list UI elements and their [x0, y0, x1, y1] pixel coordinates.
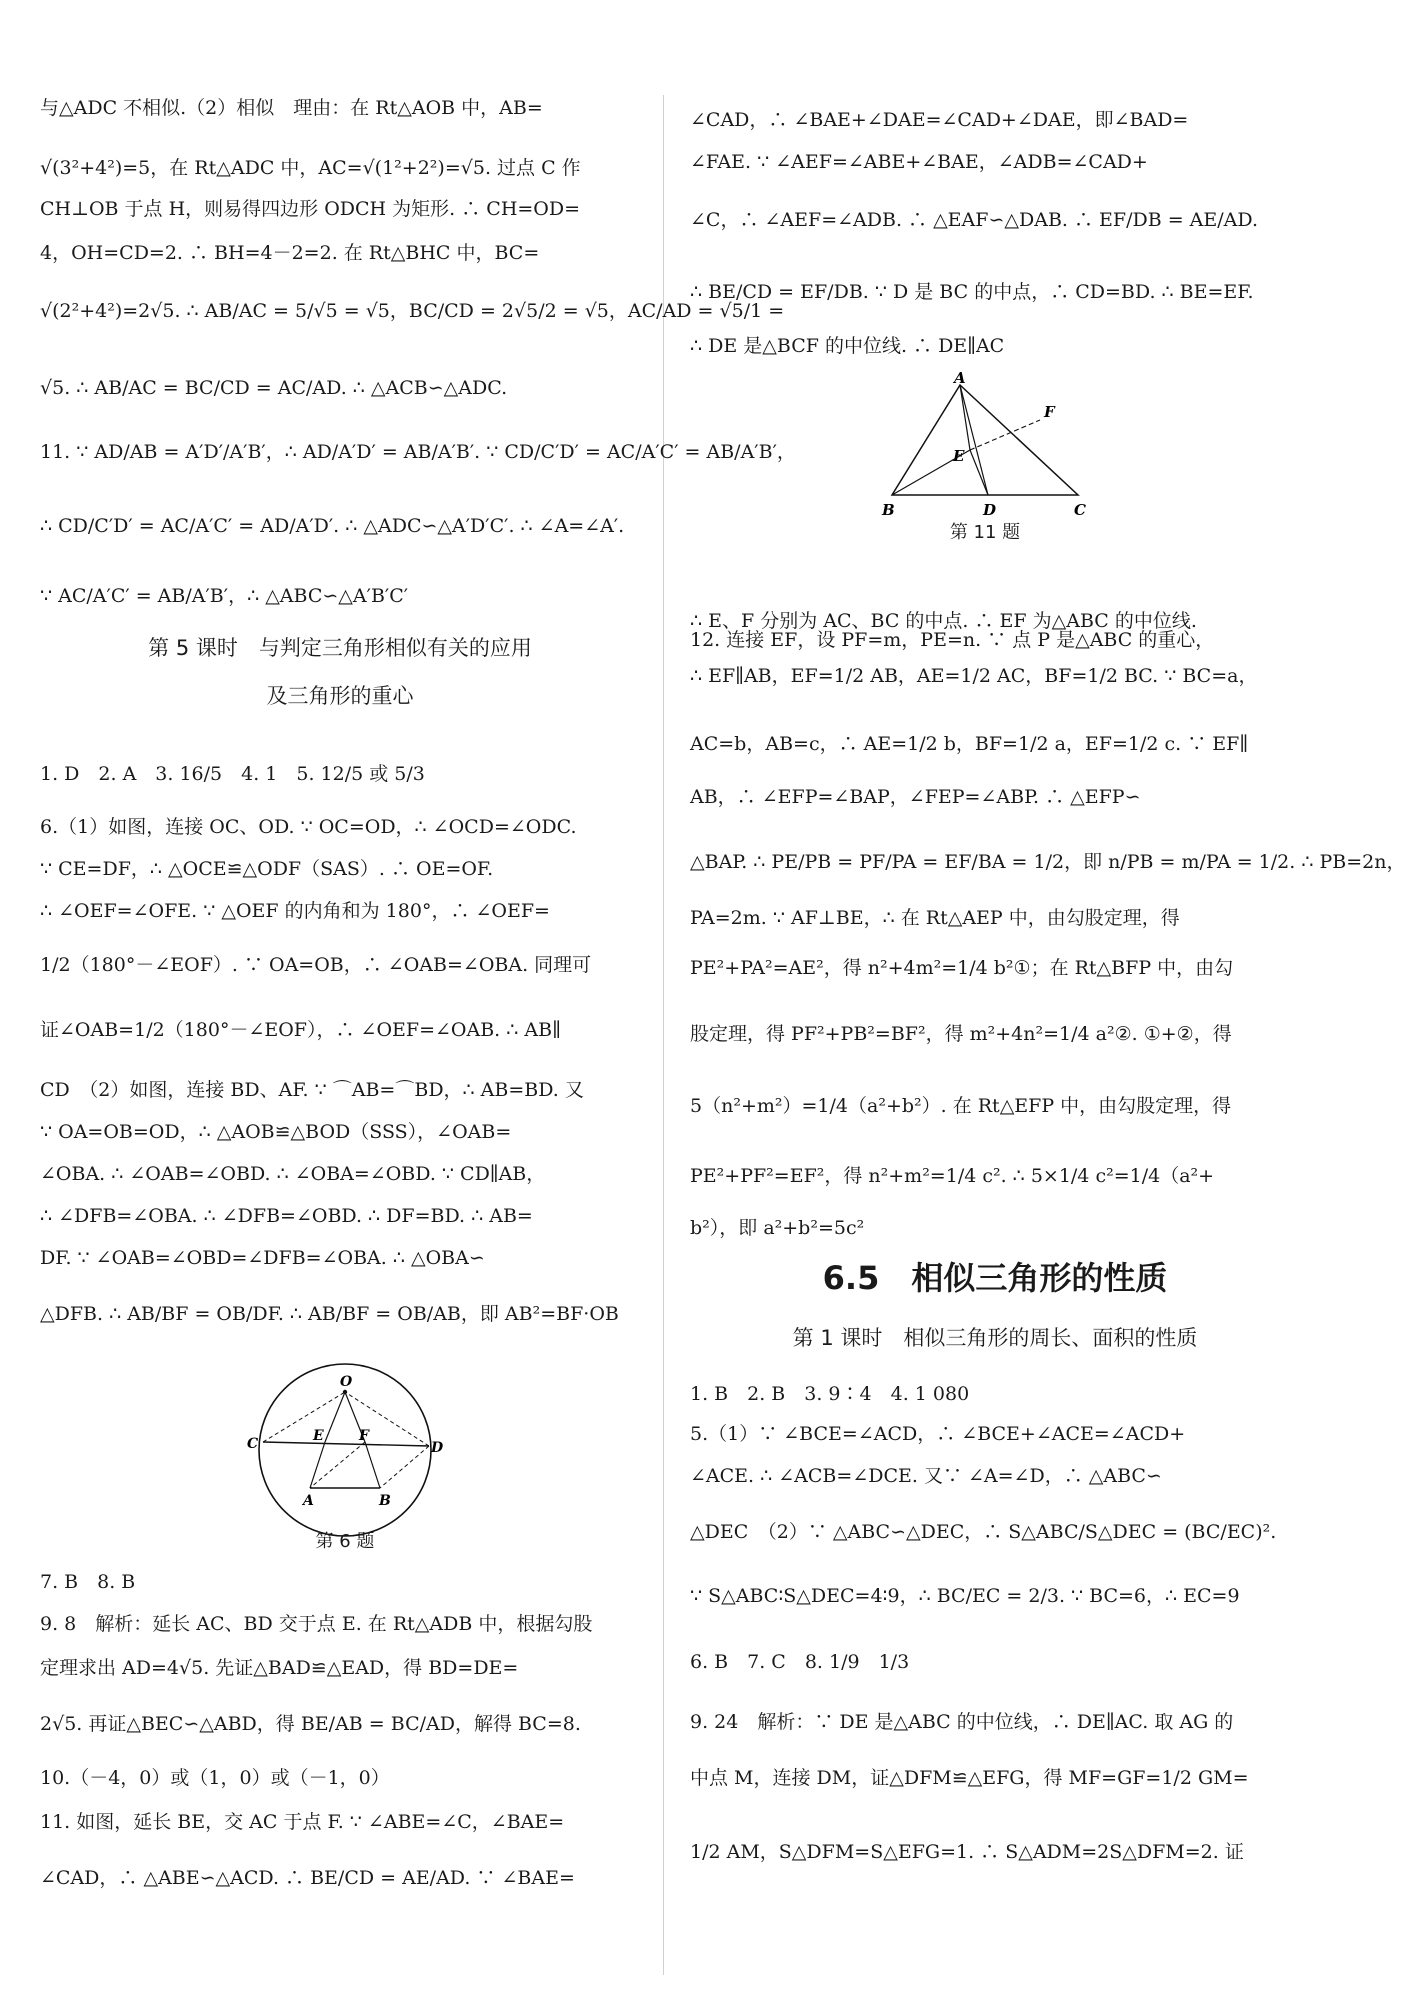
- text-line: b²），即 a²+b²=5c²: [690, 1217, 865, 1239]
- text-line: CD （2）如图，连接 BD、AF. ∵ ⌒AB=⌒BD，∴ AB=BD. 又: [40, 1079, 584, 1101]
- fig6-label-b: B: [379, 1493, 391, 1509]
- fig6-label-e: E: [313, 1428, 324, 1444]
- text-line: PA=2m. ∵ AF⊥BE，∴ 在 Rt△AEP 中，由勾股定理，得: [690, 907, 1180, 929]
- text-line: 与△ADC 不相似.（2）相似 理由：在 Rt△AOB 中，AB=: [40, 97, 543, 119]
- text-line: 7. B 8. B: [40, 1571, 136, 1593]
- fig6-label-c: C: [247, 1436, 259, 1452]
- text-line: 股定理，得 PF²+PB²=BF²，得 m²+4n²=1/4 a²②. ①+②，得: [690, 1023, 1232, 1045]
- fig11-label-a: A: [954, 369, 966, 387]
- text-line: ∠CAD，∴ ∠BAE+∠DAE=∠CAD+∠DAE，即∠BAD=: [690, 109, 1189, 131]
- text-line: 11. 如图，延长 BE，交 AC 于点 F. ∵ ∠ABE=∠C，∠BAE=: [40, 1811, 565, 1833]
- text-line: 11. ∵ AD/AB = A′D′/A′B′，∴ AD/A′D′ = AB/A′B′. ∵ CD/C′D′ = AC/A′C′ = AB/A′B′，: [40, 441, 796, 463]
- text-line: ∠OBA. ∴ ∠OAB=∠OBD. ∴ ∠OBA=∠OBD. ∵ CD∥AB，: [40, 1163, 546, 1185]
- fig11-label-f: F: [1044, 403, 1055, 421]
- text-line: 1. D 2. A 3. 16/5 4. 1 5. 12/5 或 5/3: [40, 763, 425, 785]
- text-line: ∴ CD/C′D′ = AC/A′C′ = AD/A′D′. ∴ △ADC∽△A′D′C′. ∴ ∠A=∠A′.: [40, 515, 625, 537]
- fig11-label-c: C: [1074, 501, 1086, 519]
- fig11-label-d: D: [983, 501, 997, 519]
- fig11-label-b: B: [882, 501, 895, 519]
- text-line: CH⊥OB 于点 H，则易得四边形 ODCH 为矩形. ∴ CH=OD=: [40, 198, 581, 220]
- text-line: ∵ OA=OB=OD，∴ △AOB≌△BOD（SSS），∠OAB=: [40, 1121, 512, 1143]
- text-line: 证∠OAB=1/2（180°－∠EOF），∴ ∠OEF=∠OAB. ∴ AB∥: [40, 1019, 561, 1041]
- chapter-heading: 6.5 相似三角形的性质: [822, 1259, 1168, 1297]
- text-line: PE²+PA²=AE²，得 n²+4m²=1/4 b²①；在 Rt△BFP 中，由勾: [690, 957, 1234, 979]
- text-line: ∠C，∴ ∠AEF=∠ADB. ∴ △EAF∽△DAB. ∴ EF/DB = AE/AD.: [690, 209, 1258, 231]
- fig6-label-o: O: [340, 1374, 353, 1390]
- text-line: 10.（－4，0）或（1，0）或（－1，0）: [40, 1767, 390, 1789]
- text-line: 9. 8 解析：延长 AC、BD 交于点 E. 在 Rt△ADB 中，根据勾股: [40, 1613, 593, 1635]
- text-line: AB，∴ ∠EFP=∠BAP，∠FEP=∠ABP. ∴ △EFP∽: [690, 786, 1141, 808]
- text-line: ∴ ∠OEF=∠OFE. ∵ △OEF 的内角和为 180°，∴ ∠OEF=: [40, 900, 550, 922]
- text-line: √(2²+4²)=2√5. ∴ AB/AC = 5/√5 = √5，BC/CD = 2√5/2 = √5，AC/AD = √5/1 =: [40, 300, 785, 322]
- text-line: ∴ E、F 分别为 AC、BC 的中点. ∴ EF 为△ABC 的中位线.: [690, 610, 1197, 632]
- fig6-label-f: F: [359, 1428, 369, 1444]
- text-line: ∠FAE. ∵ ∠AEF=∠ABE+∠BAE，∠ADB=∠CAD+: [690, 151, 1148, 173]
- text-line: AC=b，AB=c，∴ AE=1/2 b，BF=1/2 a，EF=1/2 c. ∵ EF∥: [690, 733, 1249, 755]
- text-line: ∵ CE=DF，∴ △OCE≌△ODF（SAS）. ∴ OE=OF.: [40, 858, 494, 880]
- text-line: 1/2（180°－∠EOF）. ∵ OA=OB，∴ ∠OAB=∠OBA. 同理可: [40, 954, 592, 976]
- text-line: ∴ ∠DFB=∠OBA. ∴ ∠DFB=∠OBD. ∴ DF=BD. ∴ AB=: [40, 1205, 533, 1227]
- text-line: 9. 24 解析：∵ DE 是△ABC 的中位线，∴ DE∥AC. 取 AG 的: [690, 1711, 1234, 1733]
- text-line: 2√5. 再证△BEC∽△ABD，得 BE/AB = BC/AD，解得 BC=8.: [40, 1713, 581, 1735]
- text-line: 6.（1）如图，连接 OC、OD. ∵ OC=OD，∴ ∠OCD=∠ODC.: [40, 816, 577, 838]
- section-heading: 第 5 课时 与判定三角形相似有关的应用: [148, 636, 532, 660]
- lesson-heading: 第 1 课时 相似三角形的周长、面积的性质: [792, 1326, 1198, 1350]
- text-line: 5.（1）∵ ∠BCE=∠ACD，∴ ∠BCE+∠ACE=∠ACD+: [690, 1423, 1186, 1445]
- text-line: △DEC （2）∵ △ABC∽△DEC，∴ S△ABC/S△DEC = (BC/EC)².: [690, 1521, 1277, 1543]
- text-line: △DFB. ∴ AB/BF = OB/DF. ∴ AB/BF = OB/AB，即 AB²=BF·OB: [40, 1303, 619, 1325]
- text-line: 4，OH=CD=2. ∴ BH=4－2=2. 在 Rt△BHC 中，BC=: [40, 242, 540, 264]
- fig11-label-e: E: [953, 447, 965, 465]
- text-line: △BAP. ∴ PE/PB = PF/PA = EF/BA = 1/2，即 n/PB = m/PA = 1/2. ∴ PB=2n，: [690, 851, 1405, 873]
- text-line: ∴ EF∥AB，EF=1/2 AB，AE=1/2 AC，BF=1/2 BC. ∵ BC=a，: [690, 665, 1258, 687]
- figure-6: [247, 1360, 444, 1540]
- fig6-label-a: A: [303, 1493, 314, 1509]
- section-heading-continued: 及三角形的重心: [266, 684, 414, 708]
- text-line: 中点 M，连接 DM，证△DFM≌△EFG，得 MF=GF=1/2 GM=: [690, 1767, 1249, 1789]
- text-line: 1/2 AM，S△DFM=S△EFG=1. ∴ S△ADM=2S△DFM=2. 证: [690, 1841, 1244, 1863]
- figure-11: [880, 369, 1090, 530]
- text-line: ∠CAD，∴ △ABE∽△ACD. ∴ BE/CD = AE/AD. ∵ ∠BAE=: [40, 1867, 575, 1889]
- text-line: ∴ BE/CD = EF/DB. ∵ D 是 BC 的中点，∴ CD=BD. ∴ BE=EF.: [690, 281, 1254, 303]
- text-line: PE²+PF²=EF²，得 n²+m²=1/4 c². ∴ 5×1/4 c²=1/4（a²+: [690, 1165, 1215, 1187]
- text-line: 定理求出 AD=4√5. 先证△BAD≌△EAD，得 BD=DE=: [40, 1657, 519, 1679]
- fig6-label-d: D: [431, 1440, 444, 1456]
- text-line: 1. B 2. B 3. 9∶4 4. 1 080: [690, 1383, 970, 1405]
- text-line: √5. ∴ AB/AC = BC/CD = AC/AD. ∴ △ACB∽△ADC.: [40, 377, 508, 399]
- column-divider: [663, 95, 664, 1975]
- text-line: √(3²+4²)=5，在 Rt△ADC 中，AC=√(1²+2²)=√5. 过点 C 作: [40, 157, 581, 179]
- text-line: 5（n²+m²）=1/4（a²+b²）. 在 Rt△EFP 中，由勾股定理，得: [690, 1095, 1232, 1117]
- text-line: 6. B 7. C 8. 1/9 1/3: [690, 1651, 910, 1673]
- text-line: ∠ACE. ∴ ∠ACB=∠DCE. 又∵ ∠A=∠D，∴ △ABC∽: [690, 1465, 1162, 1487]
- text-line: ∵ AC/A′C′ = AB/A′B′，∴ △ABC∽△A′B′C′: [40, 585, 409, 607]
- text-line: 12. 连接 EF，设 PF=m，PE=n. ∵ 点 P 是△ABC 的重心，: [690, 629, 1215, 651]
- text-line: ∴ DE 是△BCF 的中位线. ∴ DE∥AC: [690, 335, 1005, 357]
- figure-11-caption: 第 11 题: [949, 522, 1021, 543]
- text-line: DF. ∵ ∠OAB=∠OBD=∠DFB=∠OBA. ∴ △OBA∽: [40, 1247, 485, 1269]
- figure-6-caption: 第 6 题: [315, 1531, 375, 1552]
- text-line: ∵ S△ABC∶S△DEC=4∶9，∴ BC/EC = 2/3. ∵ BC=6，∴ EC=9: [690, 1585, 1240, 1607]
